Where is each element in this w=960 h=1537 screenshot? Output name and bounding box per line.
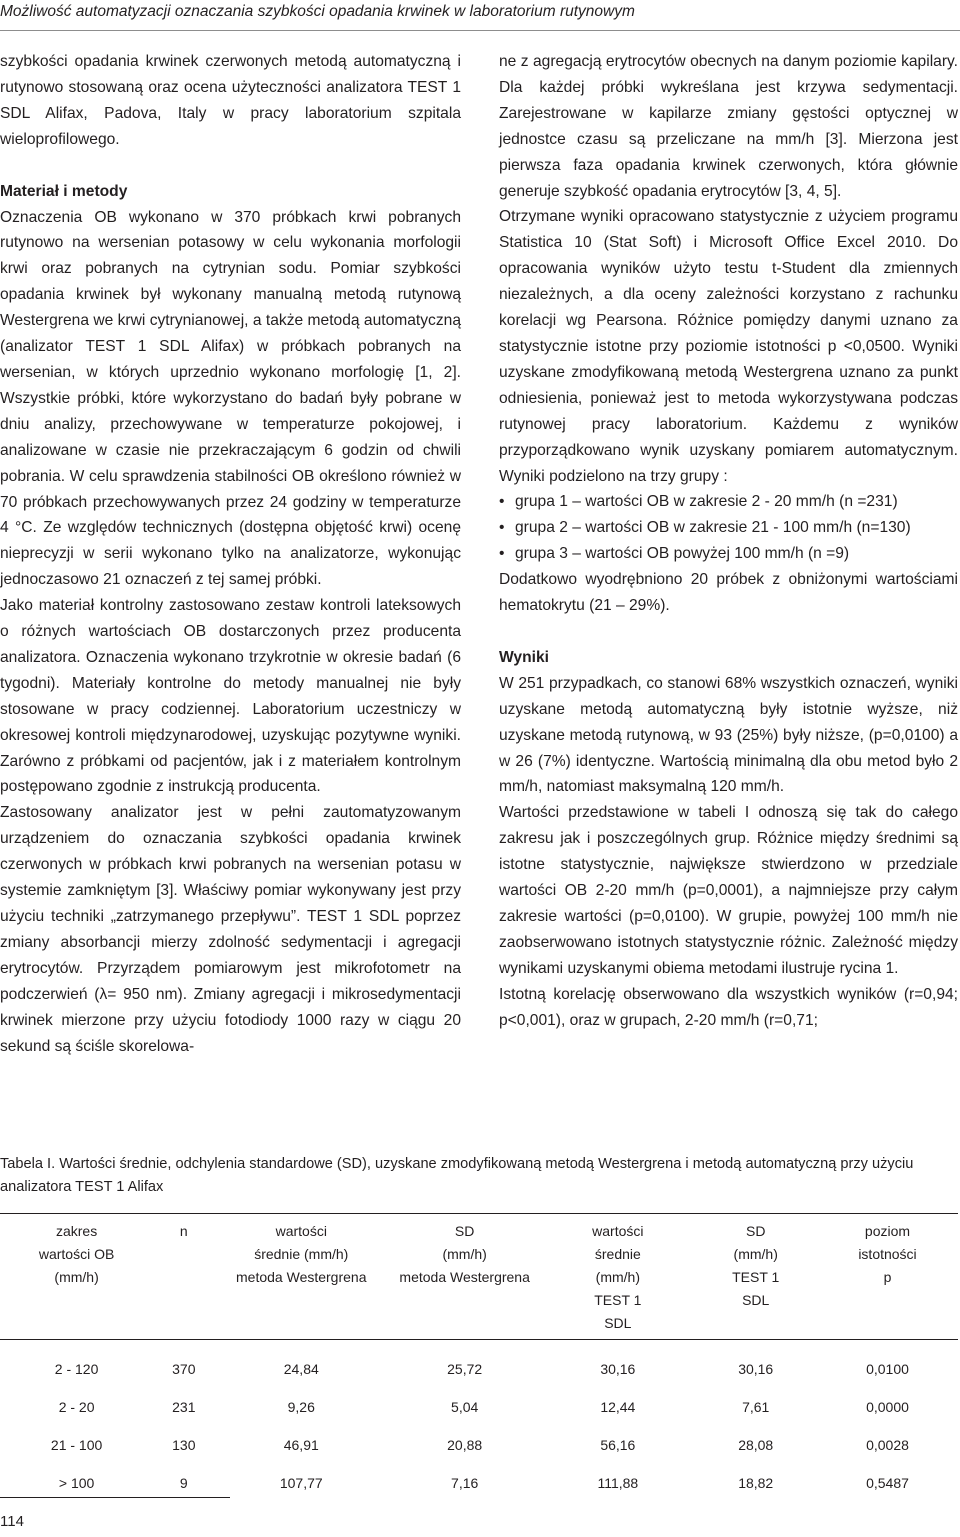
group-label: grupa 3 – wartości OB powyżej 100 mm/h (n =9) [515, 545, 850, 563]
header-cell-significance [817, 1214, 958, 1340]
header-line: istotności [858, 1246, 917, 1262]
cell-p: 0,0028 [866, 1437, 909, 1453]
header-line: TEST 1 [594, 1292, 642, 1308]
hematocrit-paragraph: Dodatkowo wyodrębniono 20 próbek z obniżonymi wartościami hematokrytu (21 – 29%). [499, 571, 958, 615]
list-item [499, 489, 958, 515]
cell-sd-test1: 7,61 [742, 1399, 770, 1415]
cell-range: 21 - 100 [50, 1437, 103, 1453]
results-paragraph-3: Istotną korelację obserwowano dla wszystkich wyników (r=0,94; p<0,001), oraz w grupach, 2-20 mm/h (r=0,71; [499, 985, 958, 1029]
results-table [0, 1213, 958, 1502]
cell-sd-test1: 28,08 [738, 1437, 774, 1453]
header-line: wartości [275, 1223, 327, 1239]
cell-sd-westergren: 20,88 [447, 1437, 483, 1453]
header-line: (mm/h) [442, 1246, 487, 1262]
header-line: p [883, 1269, 892, 1285]
cell-mean-test1: 111,88 [597, 1475, 639, 1491]
spacer [499, 619, 958, 645]
table-row [0, 1340, 958, 1389]
footnote-rule [0, 1497, 230, 1498]
header-line: (mm/h) [733, 1246, 778, 1262]
cell-mean-westergren: 46,91 [283, 1437, 319, 1453]
cell-n: 231 [172, 1399, 196, 1415]
methods-paragraph-1: Oznaczenia OB wykonano w 370 próbkach krwi pobranych rutynowo na wersenian potasowy w celu wykonania morfologii krwi oraz pobranych na cytrynian sodu. Pomiar szybkości opadania krwinek był wykonany manualną metodą rutynową Westergrena we krwi cytrynianowej, a także metodą automatyczną (analizator TEST 1 SDL Alifax) w próbkach pobranych na wersenian, w których uprzednio wykonano morfologię [1, 2]. Wszystkie próbki, które wykorzystano do badań były pobrane w dniu analizy, przechowywane w temperaturze pokojowej, i analizowane w czasie nie przekraczającym 6 godzin od chwili pobrania. W celu sprawdzenia stabilności OB określono również w 70 próbkach przechowywanych przez 24 godziny w temperaturze 4 °C. Ze względów technicznych (dostępna objętość krwi) ocenę nieprecyzji w serii wykonano tylko na analizatorze, wykonując jednoczasowo 21 oznaczeń z tej samej próbki. [0, 208, 461, 589]
header-line: metoda Westergrena [399, 1269, 530, 1285]
cell-p: 0,0000 [866, 1399, 909, 1415]
cell-n: 9 [179, 1475, 188, 1491]
cell-range: 2 - 20 [58, 1399, 95, 1415]
cell-p: 0,5487 [866, 1475, 909, 1491]
header-cell-sd-westergren [388, 1214, 541, 1340]
section-heading-methods: Materiał i metody [0, 182, 128, 200]
header-line: wartości [592, 1223, 644, 1239]
cell-mean-westergren: 107,77 [279, 1475, 323, 1491]
section-heading-results: Wyniki [499, 648, 549, 666]
table-row [0, 1388, 958, 1426]
cell-mean-test1: 12,44 [600, 1399, 636, 1415]
page-number: 114 [0, 1513, 24, 1530]
methods-paragraph-4: ne z agregacją erytrocytów obecnych na danym poziomie kapilary. Dla każdej próbki wykreślana jest krzywa sedymentacji. Zarejestrowane w kapilarze zmiany gęstości optycznej w jednostce czasu są przeliczane na mm/h [3]. Mierzona jest pierwsza faza opadania krwinek czerwonych, która głównie generuje szybkość opadania erytrocytów [3, 4, 5]. [499, 53, 958, 200]
cell-sd-test1: 30,16 [738, 1361, 774, 1377]
cell-sd-test1: 18,82 [738, 1475, 774, 1491]
group-label: grupa 2 – wartości OB w zakresie 21 - 100 mm/h (n=130) [515, 519, 911, 537]
cell-p: 0,0100 [866, 1361, 909, 1377]
header-cell-mean-test1 [541, 1214, 694, 1340]
header-cell-n [153, 1214, 214, 1340]
right-column [499, 49, 958, 1034]
cell-mean-westergren: 9,26 [287, 1399, 315, 1415]
header-line: SDL [604, 1315, 632, 1331]
spacer [0, 153, 461, 179]
header-line: zakres [55, 1223, 98, 1239]
header-line: TEST 1 [732, 1269, 780, 1285]
groups-list [499, 489, 958, 567]
left-column [0, 49, 461, 1059]
cell-sd-westergren: 5,04 [451, 1399, 479, 1415]
group-label: grupa 1 – wartości OB w zakresie 2 - 20 mm/h (n =231) [515, 493, 898, 511]
bullet-icon: • [499, 493, 505, 511]
header-cell-sd-test1 [694, 1214, 817, 1340]
cell-mean-westergren: 24,84 [283, 1361, 319, 1377]
methods-paragraph-2: Jako materiał kontrolny zastosowano zestaw kontroli lateksowych o różnych wartościach OB dostarczonych przez producenta analizatora. Oznaczenia wykonano trzykrotnie w okresie badań (6 tygodni). Materiały kontrolne do metody manualnej nie były stosowane w pracy codziennej. Laboratorium uczestniczy w okresowej kontroli międzynarodowej, uzyskując pozytywne wyniki. Zarówno z próbkami od pacjentów, jak i z materiałem kontrolnym postępowano zgodnie z instrukcją producenta. [0, 597, 461, 796]
list-item [499, 515, 958, 541]
cell-n: 130 [172, 1437, 196, 1453]
running-title: Możliwość automatyzacji oznaczania szybkości opadania krwinek w laboratorium rutynowym [0, 3, 635, 20]
header-line: SD [745, 1223, 766, 1239]
bullet-icon: • [499, 519, 505, 537]
header-line: (mm/h) [595, 1269, 640, 1285]
table-caption: Tabela I. Wartości średnie, odchylenia standardowe (SD), uzyskane zmodyfikowaną metodą Westergrena i metodą automatyczną przy użyciu analizatora TEST 1 Alifax [0, 1156, 914, 1195]
table-header-row [0, 1214, 958, 1340]
header-line: (mm/h) [54, 1269, 99, 1285]
results-paragraph-2: Wartości przedstawione w tabeli I odnoszą się tak do całego zakresu jak i poszczególnych grup. Różnice między średnimi są istotne statystycznie, największe stwierdzono w przedziale wartości OB 2-20 mm/h (p=0,0001), a najmniejsze przy całym zakresie wartości (p=0,0100). W grupie, powyżej 100 mm/h nie zaobserwowano istotnych statystycznie różnic. Zależność między wynikami uzyskanymi obiema metodami ilustruje rycina 1. [499, 804, 958, 977]
cell-sd-westergren: 25,72 [447, 1361, 483, 1377]
header-rule [0, 30, 960, 31]
cell-n: 370 [172, 1361, 196, 1377]
header-cell-range [0, 1214, 153, 1340]
header-line: średnie [594, 1246, 641, 1262]
bullet-icon: • [499, 545, 505, 563]
header-line: poziom [864, 1223, 911, 1239]
cell-sd-westergren: 7,16 [451, 1475, 479, 1491]
cell-mean-test1: 30,16 [600, 1361, 636, 1377]
header-line: wartości OB [38, 1246, 115, 1262]
cell-range: > 100 [58, 1475, 95, 1491]
header-line: SD [454, 1223, 475, 1239]
intro-paragraph: szybkości opadania krwinek czerwonych metodą automatyczną i rutynowo stosowaną oraz ocena użyteczności analizatora TEST 1 SDL Alifax, Padova, Italy w pracy laboratorium szpitala wieloprofilowego. [0, 53, 461, 148]
table-row [0, 1426, 958, 1464]
header-line: SDL [742, 1292, 770, 1308]
statistics-paragraph: Otrzymane wyniki opracowano statystycznie z użyciem programu Statistica 10 (Stat Soft) i Microsoft Office Excel 2010. Do opracowania wyników użyto testu t-Student dla zmiennych niezależnych, a dla oceny zależności korzystano z rachunku korelacji wg Pearsona. Różnice pomiędzy danymi uznano za statystycznie istotne przy poziomie istotności p <0,0500. Wyniki uzyskane zmodyfikowaną metodą Westergrena uznano za punkt odniesienia, ponieważ jest to metoda wykorzystywana podczas rutynowej pracy laboratorium. Każdemu z wyników przyporządkowano wynik uzyskany pomiarem automatycznym. Wyniki podzielono na trzy grupy : [499, 208, 958, 485]
header-line: średnie (mm/h) [254, 1246, 349, 1262]
methods-paragraph-3: Zastosowany analizator jest w pełni zautomatyzowanym urządzeniem do oznaczania szybkości opadania krwinek czerwonych w próbkach krwi pobranych na wersenian potasu w systemie zamkniętym [3]. Właściwy pomiar wykonywany jest przy użyciu techniki „zatrzymanego przepływu”. TEST 1 SDL poprzez zmiany absorbancji mierzy zdolność sedymentacji i agregacji erytrocytów. Przyrządem pomiarowym jest mikrofotometr na podczerwień (λ= 950 nm). Zmiany agregacji i mikrosedymentacji krwinek mierzone przy użyciu fotodiody 1000 razy w ciągu 20 sekund są ściśle skorelowa- [0, 804, 461, 1055]
header-line: metoda Westergrena [236, 1269, 367, 1285]
header-cell-mean-westergren [214, 1214, 388, 1340]
list-item [499, 541, 958, 567]
cell-range: 2 - 120 [54, 1361, 99, 1377]
cell-mean-test1: 56,16 [600, 1437, 636, 1453]
header-line: n [179, 1223, 188, 1239]
results-paragraph-1: W 251 przypadkach, co stanowi 68% wszystkich oznaczeń, wyniki uzyskane metodą automatyczną były istotnie wyższe, niż uzyskane metodą rutynową, w 93 (25%) były niższe, (p=0,0100) a w 26 (7%) identyczne. Wartością minimalną dla obu metod było 2 mm/h, natomiast maksymalną 120 mm/h. [499, 674, 958, 796]
